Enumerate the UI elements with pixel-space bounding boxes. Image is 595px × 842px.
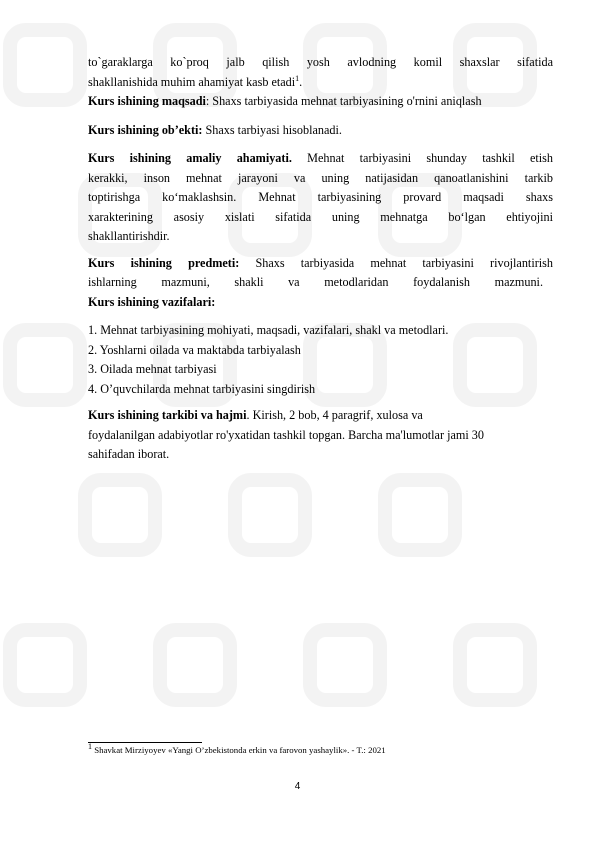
aim-label: Kurs ishining maqsadi bbox=[88, 94, 206, 108]
practical-label: Kurs ishining amaliy ahamiyati. bbox=[88, 151, 292, 165]
object-label: Kurs ishining ob’ekti: bbox=[88, 122, 203, 137]
list-item: 2. Yoshlarni oilada va maktabda tarbiyalash bbox=[88, 342, 301, 357]
aim-paragraph: Kurs ishining maqsadi: Shaxs tarbiyasida mehnat tarbiyasining o'rnini aniqlash bbox=[88, 94, 482, 108]
object-paragraph: Kurs ishining ob’ekti: Shaxs tarbiyasi hisoblanadi. bbox=[88, 122, 342, 137]
tasks-heading: Kurs ishining vazifalari: bbox=[88, 294, 216, 309]
page-number: 4 bbox=[294, 781, 301, 792]
practical-paragraph: Kurs ishining amaliy ahamiyati. Mehnat tarbiyasini shunday tashkil etish kerakki, inson mehnat jarayoni va uning natijasidan qanoatlanishini tarkib toptirishga ko‘maklashsin. Mehnat tarbiyasining provard maqsadi shaxs xarakterining asosiy xislati sifatida uning mehnatga bo‘lgan ehtiyojini shakllantirishdir. bbox=[88, 151, 553, 243]
list-item: 1. Mehnat tarbiyasining mohiyati, maqsadi, vazifalari, shakl va metodlari. bbox=[88, 323, 449, 337]
footnote-separator bbox=[88, 742, 202, 743]
footnote-ref: 1 bbox=[295, 73, 300, 83]
list-item: 3. Oilada mehnat tarbiyasi bbox=[88, 362, 217, 376]
tasks-list bbox=[88, 321, 553, 399]
intro-line-2: shakllanishida muhim ahamiyat kasb etadi$^1$. bbox=[88, 73, 303, 89]
subject-paragraph: Kurs ishining predmeti: Shaxs tarbiyasida mehnat tarbiyasini rivojlantirish ishlarning mazmuni, shakli va metodlaridan foydalanish mazmuni. bbox=[88, 255, 553, 289]
structure-label: Kurs ishining tarkibi va hajmi bbox=[88, 408, 247, 422]
footnote: $^1$ Shavkat Mirziyoyev «Yangi O’zbekistonda erkin va farovon yashaylik». - T.: 2021 bbox=[88, 742, 386, 755]
body-text bbox=[88, 53, 553, 465]
subject-label: Kurs ishining predmeti: bbox=[88, 255, 240, 270]
list-item: 4. O’quvchilarda mehnat tarbiyasini singdirish bbox=[88, 381, 316, 396]
intro-line-1: to`garaklarga ko`proq jalb qilish yosh avlodning komil shaxslar sifatida bbox=[88, 55, 553, 69]
structure-paragraph: Kurs ishining tarkibi va hajmi. Kirish, 2 bob, 4 paragrif, xulosa va foydalanilgan adabiyotlar ro'yxatidan tashkil topgan. Barcha ma'lumotlar jami 30 sahifadan iborat. bbox=[88, 408, 484, 461]
